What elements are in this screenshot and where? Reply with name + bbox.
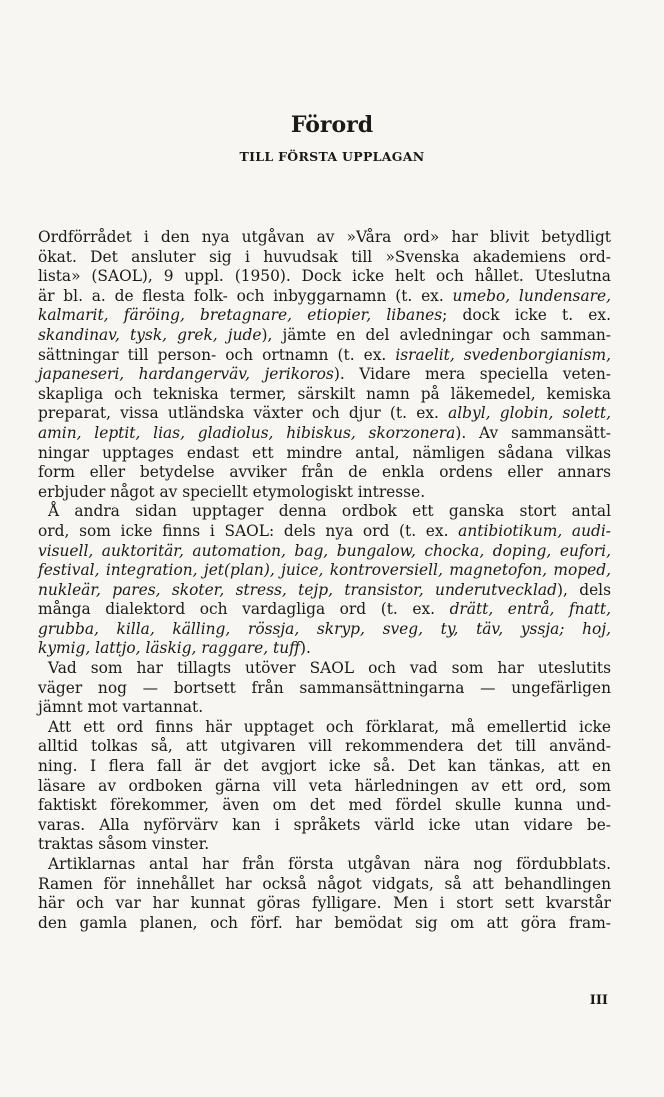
text-line: amin, leptit, lias, gladiolus, hibiskus, skorzonera). Av sammansätt- — [38, 423, 611, 442]
text-line: ord, som icke finns i SAOL: dels nya ord (t. ex. antibiotikum, audi- — [38, 521, 611, 540]
text-line: ning. I flera fall är det avgjort icke så. Det kan tänkas, att en — [38, 757, 611, 776]
page-number: III — [589, 993, 608, 1008]
text-line: skandinav, tysk, grek, jude), jämte en del avledningar och samman- — [38, 325, 611, 344]
text-line: läsare av ordboken gärna vill veta härledningen av ett ord, som — [38, 776, 611, 795]
page-subtitle: TILL FÖRSTA UPPLAGAN — [239, 149, 425, 164]
text-line: är bl. a. de flesta folk- och inbyggarnamn (t. ex. umebo, lundensare, — [38, 286, 611, 305]
text-line: den gamla planen, och förf. har bemödat sig om att göra fram- — [38, 913, 611, 932]
text-line: sättningar till person- och ortnamn (t. ex. israelit, svedenborgianism, — [38, 345, 611, 364]
text-line: Vad som har tillagts utöver SAOL och vad som har uteslutits — [48, 659, 611, 678]
text-line: Artiklarnas antal har från första utgåvan nära nog fördubblats. — [48, 855, 611, 873]
text-line: traktas såsom vinster. — [38, 835, 210, 854]
text-line: Att ett ord finns här upptaget och förklarat, må emellertid icke — [48, 717, 611, 736]
text-line: Ramen för innehållet har också något vidgats, så att behandlingen — [38, 874, 611, 893]
text-line: kymig, lattjo, läskig, raggare, tuff). — [38, 639, 311, 658]
text-line: alltid tolkas så, att utgivaren vill rekommendera det till använd- — [38, 737, 611, 756]
text-line: Å andra sidan upptager denna ordbok ett ganska stort antal — [48, 502, 611, 521]
text-line: form eller betydelse avviker från de enkla ordens eller annars — [38, 463, 611, 482]
text-line: ökat. Det ansluter sig i huvudsak till »Svenska akademiens ord- — [38, 247, 611, 266]
text-line: festival, integration, jet(plan), juice, kontroversiell, magnetofon, moped, — [38, 561, 611, 580]
text-line: Ordförrådet i den nya utgåvan av »Våra ord» har blivit betydligt — [38, 228, 611, 246]
text-line: jämnt mot vartannat. — [38, 698, 204, 717]
text-line: nukleär, pares, skoter, stress, tejp, transistor, underutvecklad), dels — [38, 580, 611, 599]
preface-body — [38, 228, 611, 933]
text-line: väger nog — bortsett från sammansättningarna — ungefärligen — [38, 678, 611, 697]
text-line: här och var har kunnat göras fylligare. Men i stort sett kvarstår — [38, 894, 611, 913]
text-line: lista» (SAOL), 9 uppl. (1950). Dock icke helt och hållet. Uteslutna — [38, 267, 611, 286]
text-line: ningar upptages endast ett mindre antal, nämligen sådana vilkas — [38, 443, 611, 462]
text-line: japaneseri, hardangerväv, jerikoros). Vidare mera speciella veten- — [38, 365, 611, 384]
text-line: kalmarit, färöing, bretagnare, etiopier, libanes; dock icke t. ex. — [38, 306, 611, 325]
text-line: många dialektord och vardagliga ord (t. ex. drätt, entrå, fnatt, — [38, 600, 612, 619]
text-line: faktiskt förekommer, även om det med fördel skulle kunna und- — [38, 796, 611, 815]
text-line: skapliga och tekniska termer, särskilt namn på läkemedel, kemiska — [38, 384, 611, 403]
text-line: preparat, vissa utländska växter och djur (t. ex. albyl, globin, solett, — [38, 404, 611, 423]
text-line: visuell, auktoritär, automation, bag, bungalow, chocka, doping, eufori, — [38, 541, 611, 560]
text-line: varas. Alla nyförvärv kan i språkets värld icke utan vidare be- — [38, 815, 611, 834]
page-title: Förord — [290, 112, 374, 138]
text-line: grubba, killa, källing, rössja, skryp, sveg, ty, täv, yssja; hoj, — [38, 619, 611, 638]
text-line: erbjuder något av speciellt etymologiskt intresse. — [38, 482, 426, 501]
